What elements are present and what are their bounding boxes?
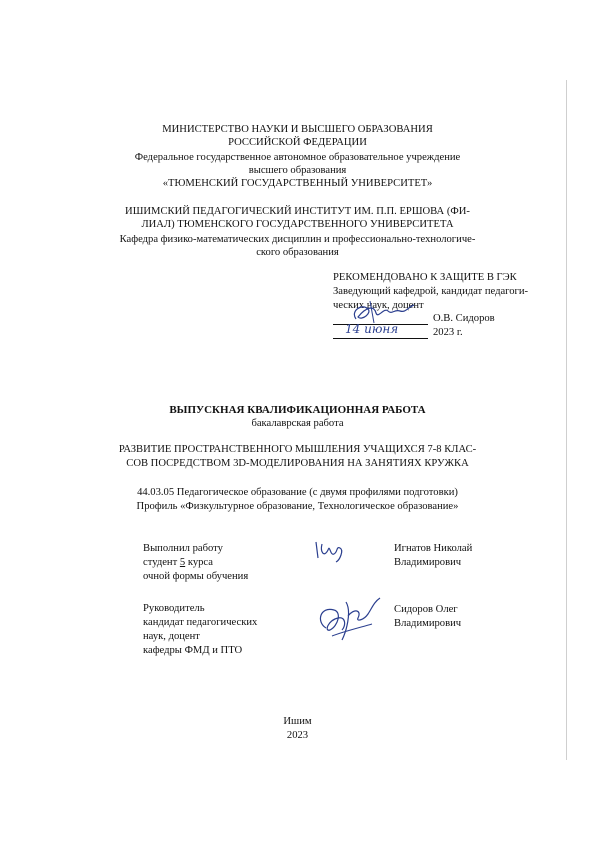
institute-line-2: ЛИАЛ) ТЮМЕНСКОГО ГОСУДАРСТВЕННОГО УНИВЕРСИТЕТА bbox=[141, 219, 454, 230]
approval-date-handwritten: 14 июня bbox=[345, 322, 399, 336]
approval-year: 2023 г. bbox=[433, 327, 463, 338]
footer-city: Ишим bbox=[283, 716, 312, 727]
institution-type-line-2: высшего образования bbox=[248, 165, 347, 176]
ministry-line-2: РОССИЙСКОЙ ФЕДЕРАЦИИ bbox=[228, 137, 367, 148]
student-role-line-2: студент 5 курса bbox=[143, 557, 213, 568]
department-line-1: Кафедра физико-математических дисциплин и профессионально-технологиче- bbox=[119, 234, 476, 245]
work-subtitle: бакалаврская работа bbox=[251, 418, 344, 429]
institution-type-line-1: Федеральное государственное автономное образовательное учреждение bbox=[134, 152, 461, 163]
student-name-line-1: Игнатов Николай bbox=[394, 543, 473, 554]
ministry-line-1: МИНИСТЕРСТВО НАУКИ И ВЫСШЕГО ОБРАЗОВАНИЯ bbox=[162, 124, 433, 135]
profile: Профиль «Физкультурное образование, Технологическое образование» bbox=[136, 501, 459, 512]
topic-line-1: РАЗВИТИЕ ПРОСТРАНСТВЕННОГО МЫШЛЕНИЯ УЧАЩИХСЯ 7-8 КЛАС- bbox=[118, 444, 477, 455]
topic-line-2: СОВ ПОСРЕДСТВОМ 3D-МОДЕЛИРОВАНИЯ НА ЗАНЯТИЯХ КРУЖКА bbox=[126, 458, 469, 469]
supervisor-role-line-3: наук, доцент bbox=[143, 631, 200, 642]
student-name-line-2: Владимирович bbox=[394, 557, 462, 568]
department-line-2: ского образования bbox=[256, 247, 339, 258]
student-signature-image bbox=[310, 536, 350, 566]
supervisor-role-line-1: Руководитель bbox=[143, 603, 205, 614]
work-title: ВЫПУСКНАЯ КВАЛИФИКАЦИОННАЯ РАБОТА bbox=[169, 404, 426, 416]
supervisor-name-line-1: Сидоров Олег bbox=[394, 604, 458, 615]
specialty: 44.03.05 Педагогическое образование (с двумя профилями подготовки) bbox=[137, 487, 458, 498]
approval-position-line-1: Заведующий кафедрой, кандидат педагоги- bbox=[333, 286, 529, 297]
student-role-line-1: Выполнил работу bbox=[143, 543, 223, 554]
student-course: 5 bbox=[179, 557, 186, 568]
university-name: «ТЮМЕНСКИЙ ГОСУДАРСТВЕННЫЙ УНИВЕРСИТЕТ» bbox=[162, 178, 433, 189]
approval-position-line-2: ческих наук, доцент bbox=[333, 300, 424, 311]
approval-title: РЕКОМЕНДОВАНО К ЗАЩИТЕ В ГЭК bbox=[333, 272, 517, 283]
institute-line-1: ИШИМСКИЙ ПЕДАГОГИЧЕСКИЙ ИНСТИТУТ ИМ. П.П. ЕРШОВА (ФИ- bbox=[125, 206, 470, 217]
supervisor-role-line-4: кафедры ФМД и ПТО bbox=[143, 645, 243, 656]
supervisor-role-line-2: кандидат педагогических bbox=[143, 617, 258, 628]
approval-name: О.В. Сидоров bbox=[433, 313, 495, 324]
supervisor-name-line-2: Владимирович bbox=[394, 618, 462, 629]
supervisor-signature-image bbox=[312, 592, 384, 644]
student-role-line-3: очной формы обучения bbox=[143, 571, 249, 582]
footer-year: 2023 bbox=[286, 730, 309, 741]
